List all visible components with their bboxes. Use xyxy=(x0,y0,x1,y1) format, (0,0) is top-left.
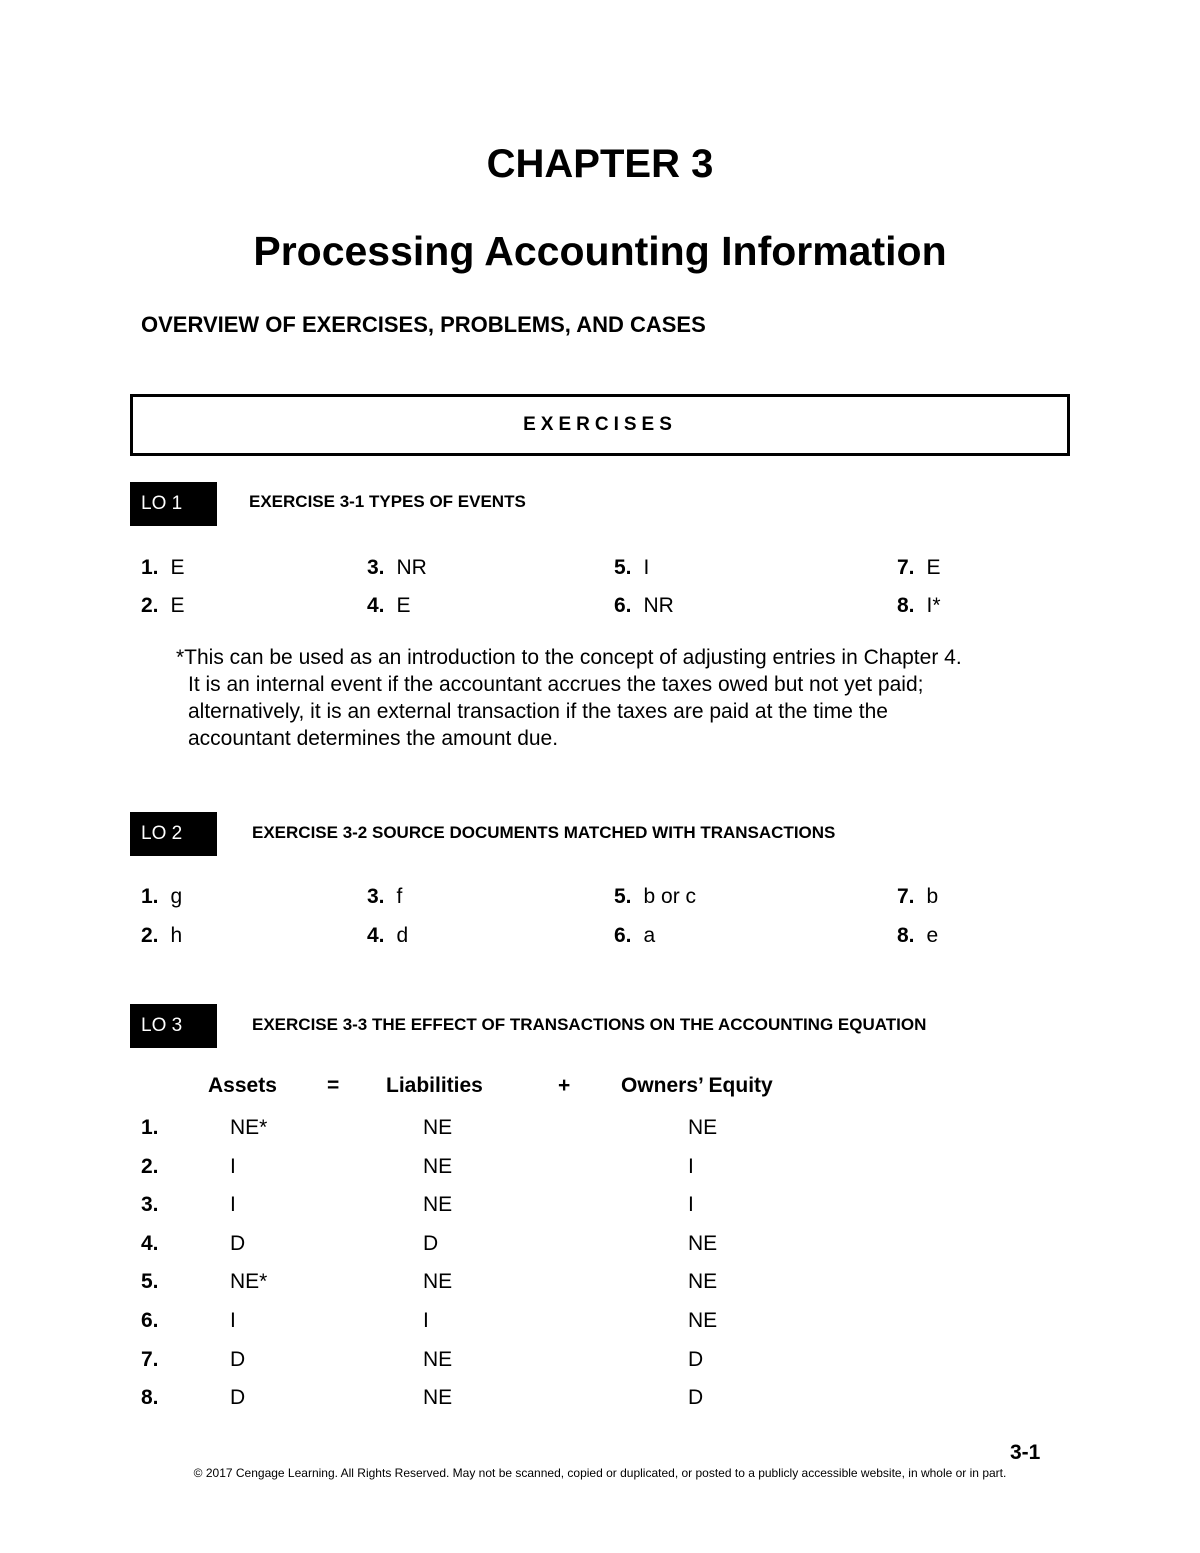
equity-cell: D xyxy=(688,1386,704,1409)
column-header-owners-equity: Owners’ Equity xyxy=(621,1074,773,1097)
row-number: 5. xyxy=(141,1270,159,1293)
lo-badge-1: LO 1 xyxy=(130,482,217,526)
exercises-header-label: EXERCISES xyxy=(523,414,677,435)
equity-cell: NE xyxy=(688,1116,718,1139)
answer-item: 7. b xyxy=(897,885,939,908)
row-number: 8. xyxy=(141,1386,159,1409)
assets-cell: NE* xyxy=(230,1270,268,1293)
chapter-subtitle: Processing Accounting Information xyxy=(253,228,947,274)
answer-item: 6. NR xyxy=(614,594,674,617)
answer-item: 3. NR xyxy=(367,556,427,579)
exercise-3-1-note: *This can be used as an introduction to the concept of adjusting entries in Chapter 4. It is an internal event if the accountant accrues the taxes owed but not yet paid; alternatively, it is an external transaction if the taxes are paid at the time the accountant determines the amount due. xyxy=(176,646,962,750)
equity-cell: I xyxy=(688,1193,694,1216)
answer-item: 1. g xyxy=(141,885,183,908)
exercise-3-3-title: EXERCISE 3-3 THE EFFECT OF TRANSACTIONS ON THE ACCOUNTING EQUATION xyxy=(252,1015,927,1034)
assets-cell: I xyxy=(230,1309,236,1332)
row-number: 1. xyxy=(141,1116,159,1139)
assets-cell: D xyxy=(230,1348,246,1371)
overview-heading: OVERVIEW OF EXERCISES, PROBLEMS, AND CASES xyxy=(141,312,706,337)
row-number: 4. xyxy=(141,1232,159,1255)
column-header-assets: Assets xyxy=(208,1074,277,1097)
answer-item: 2. h xyxy=(141,924,183,947)
liabilities-cell: NE xyxy=(423,1116,453,1139)
assets-cell: NE* xyxy=(230,1116,268,1139)
answer-item: 4. E xyxy=(367,594,411,617)
answer-item: 8. I* xyxy=(897,594,941,617)
column-header-plus: + xyxy=(558,1074,571,1097)
answer-item: 7. E xyxy=(897,556,941,579)
answer-item: 1. E xyxy=(141,556,185,579)
column-header-equals: = xyxy=(327,1074,340,1097)
equity-cell: NE xyxy=(688,1232,718,1255)
answer-item: 5. b or c xyxy=(614,885,697,908)
exercises-header-box xyxy=(130,394,1070,456)
assets-cell: D xyxy=(230,1386,246,1409)
row-number: 6. xyxy=(141,1309,159,1332)
assets-cell: D xyxy=(230,1232,246,1255)
liabilities-cell: I xyxy=(423,1309,429,1332)
assets-cell: I xyxy=(230,1155,236,1178)
exercise-3-2-title: EXERCISE 3-2 SOURCE DOCUMENTS MATCHED WITH TRANSACTIONS xyxy=(252,823,836,842)
liabilities-cell: NE xyxy=(423,1155,453,1178)
liabilities-cell: NE xyxy=(423,1386,453,1409)
page-number: 3-1 xyxy=(1010,1441,1041,1464)
answer-item: 6. a xyxy=(614,924,656,947)
lo-badge-2: LO 2 xyxy=(130,812,217,856)
answer-item: 2. E xyxy=(141,594,185,617)
chapter-title: CHAPTER 3 xyxy=(486,142,714,186)
liabilities-cell: NE xyxy=(423,1193,453,1216)
answer-item: 5. I xyxy=(614,556,650,579)
copyright-notice: © 2017 Cengage Learning. All Rights Reserved. May not be scanned, copied or duplicated, or posted to a publicly accessible website, in whole or in part. xyxy=(193,1466,1007,1480)
row-number: 7. xyxy=(141,1348,159,1371)
liabilities-cell: NE xyxy=(423,1270,453,1293)
equity-cell: NE xyxy=(688,1309,718,1332)
answer-item: 8. e xyxy=(897,924,939,947)
exercise-3-1-title: EXERCISE 3-1 TYPES OF EVENTS xyxy=(249,492,526,511)
answer-item: 4. d xyxy=(367,924,409,947)
equity-cell: NE xyxy=(688,1270,718,1293)
column-header-liabilities: Liabilities xyxy=(386,1074,483,1097)
equity-cell: I xyxy=(688,1155,694,1178)
liabilities-cell: NE xyxy=(423,1348,453,1371)
row-number: 2. xyxy=(141,1155,159,1178)
row-number: 3. xyxy=(141,1193,159,1216)
equity-cell: D xyxy=(688,1348,704,1371)
lo-badge-3: LO 3 xyxy=(130,1004,217,1048)
answer-item: 3. f xyxy=(367,885,403,908)
assets-cell: I xyxy=(230,1193,236,1216)
liabilities-cell: D xyxy=(423,1232,439,1255)
